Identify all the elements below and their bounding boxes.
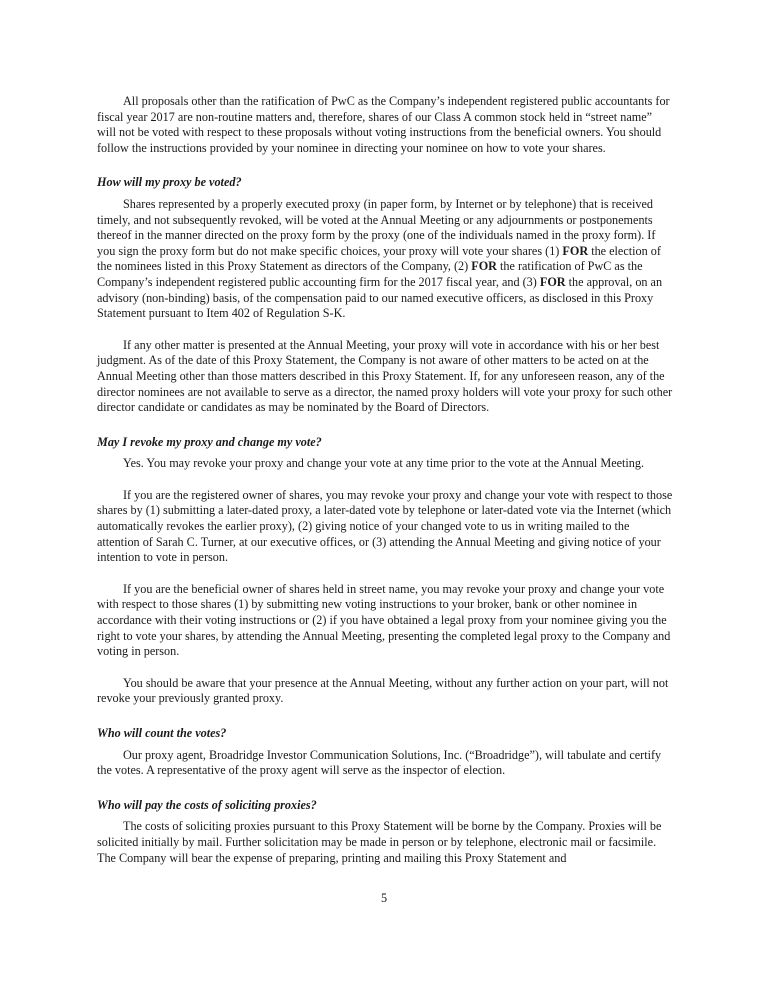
paragraph-broadridge: Our proxy agent, Broadridge Investor Communication Solutions, Inc. (“Broadridge”), will tabulate and certify the votes. A representative of the proxy agent will serve as the inspector of election.	[97, 747, 662, 778]
bold-for: FOR	[562, 243, 589, 258]
text-segment: the approval, on an advisory (non-binding) basis, of the compensation paid to our named executive officers, as disclosed in this Proxy Statement pursuant to Item 402 of Regulation S-K.	[97, 274, 663, 321]
page-number: 5	[380, 891, 388, 905]
paragraph-proxy-voting	[97, 197, 673, 322]
text-segment: the election of the nominees listed in this Proxy Statement as directors of the Company, (2)	[97, 243, 661, 274]
text-segment: Shares represented by a properly executed proxy (in paper form, by Internet or by telephone) that is received timely, and not subsequently revoked, will be voted at the Annual Meeting or any adjournments or postponements thereof in the manner directed on the proxy form by the proxy (one of the individuals named in the proxy form). If you sign the proxy form but do not make specific choices, your proxy will vote your shares (1)	[97, 196, 656, 258]
heading-count-votes: Who will count the votes?	[97, 726, 227, 740]
bold-for: FOR	[539, 274, 566, 289]
bold-for: FOR	[471, 259, 497, 274]
heading-soliciting-costs: Who will pay the costs of soliciting proxies?	[97, 797, 317, 812]
paragraph-other-matters: If any other matter is presented at the Annual Meeting, your proxy will vote in accordance with his or her best judgment. As of the date of this Proxy Statement, the Company is not aware of other matters to be acted on at the Annual Meeting other than those matters described in this Proxy Statement. If, for any unforeseen reason, any of the director nominees are not available to serve as a director, the named proxy holders will vote your proxy for such other director candidate or candidates as may be nominated by the Board of Directors.	[97, 337, 673, 415]
paragraph-presence: You should be aware that your presence at the Annual Meeting, without any further action on your part, will not revoke your previously granted proxy.	[97, 675, 669, 706]
paragraph-soliciting-costs: The costs of soliciting proxies pursuant to this Proxy Statement will be borne by the Company. Proxies will be solicited initially by mail. Further solicitation may be made in person or by telephone, electronic mail or facsimile. The Company will bear the expense of preparing, printing and mailing this Proxy Statement and	[97, 819, 662, 865]
heading-revoke-proxy: May I revoke my proxy and change my vote?	[97, 434, 322, 449]
paragraph-beneficial-owner: If you are the beneficial owner of shares held in street name, you may revoke your proxy and change your vote with respect to those shares (1) by submitting new voting instructions to your broker, bank or other nominee in accordance with their voting instructions or (2) if you have obtained a legal proxy from your nominee giving you the right to vote your shares, by attending the Annual Meeting, presenting the completed legal proxy to the Company and voting in person.	[97, 581, 671, 659]
document-page	[97, 94, 673, 866]
paragraph-revoke-yes: Yes. You may revoke your proxy and change your vote at any time prior to the vote at the Annual Meeting.	[123, 456, 645, 471]
paragraph-registered-owner: If you are the registered owner of shares, you may revoke your proxy and change your vote with respect to those shares by (1) submitting a later-dated proxy, a later-dated vote by telephone or later-dated vote via the Internet (which automatically revokes the earlier proxy), (2) giving notice of your changed vote to us in writing mailed to the attention of Sarah C. Turner, at our executive offices, or (3) attending the Annual Meeting and giving notice of your intention to vote in person.	[97, 487, 673, 565]
paragraph-street-name: All proposals other than the ratification of PwC as the Company’s independent registered public accountants for fiscal year 2017 are non-routine matters and, therefore, shares of our Class A common stock held in “street name” will not be voted with respect to these proposals without voting instructions from the beneficial owners. You should follow the instructions provided by your nominee in directing your nominee on how to vote your shares.	[97, 94, 670, 155]
text-segment: the ratification of PwC as the Company’s independent registered public accounting firm for the 2017 fiscal year, and (3)	[97, 259, 643, 289]
heading-how-proxy-voted: How will my proxy be voted?	[97, 175, 242, 190]
